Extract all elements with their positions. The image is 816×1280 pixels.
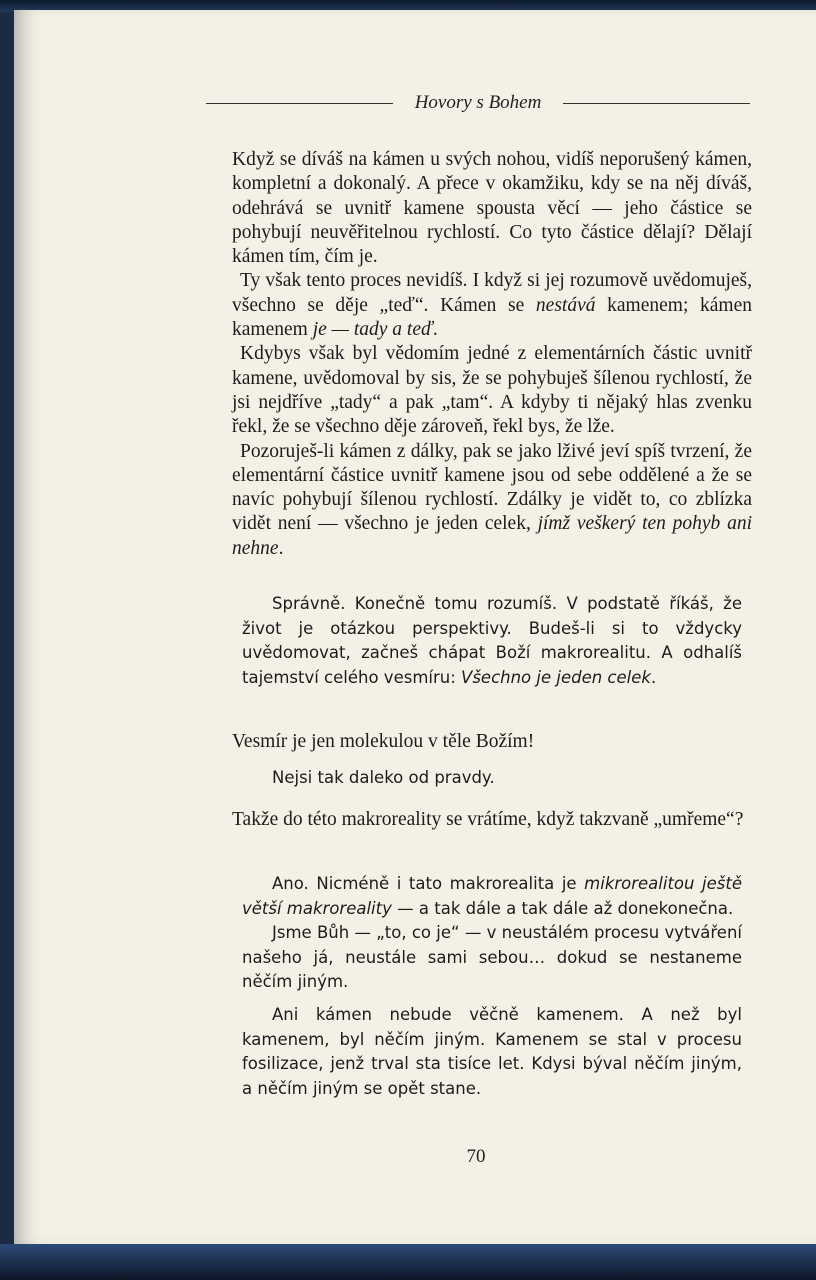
head-rule-left <box>206 103 393 104</box>
p2-text-e: . <box>432 319 438 341</box>
p4-text-a: Pozoruješ-li kámen z dálky, pak se jako lživé jeví spíš tvrzení, že elementární částice uvnitř kamene jsou od sebe oddělené a že se navíc pohybují šílenou rychlostí. Zdálky je vidět to, co zblízka vidět není — všechno je jeden celek, <box>232 440 752 535</box>
p2-italic-d: je — tady a teď <box>312 319 433 341</box>
paragraph-3: Kdybys však byl vědomím jedné z elementárních částic uvnitř kamene, uvědomoval by sis, že se pohybuješ šílenou rychlostí, že jsi nejdříve „tady“ a pak „tam“. A kdyby ti nějaký hlas zvenku řekl, že se všechno děje zároveň, řekl bys, že lže. <box>232 343 752 438</box>
jsme-paragraph: Jsme Bůh — „to, co je“ — v neustálém procesu vytváření našeho já, neustále sami sebou… dokud se nestaneme něčím jiným. <box>242 923 742 992</box>
paragraph-2 <box>232 269 752 342</box>
p4-text-c: . <box>278 537 284 559</box>
answer2-text-a: Ano. Nicméně i tato makrorealita je <box>272 874 585 893</box>
p2-italic-b: nestává <box>535 294 596 316</box>
question-2 <box>232 808 752 832</box>
nejsi-text: Nejsi tak daleko od pravdy. <box>272 768 495 787</box>
vesmir-line <box>232 730 752 754</box>
answer-1-paragraph <box>242 592 742 690</box>
body-text-serif <box>232 148 752 561</box>
god-answer-2 <box>242 872 742 1101</box>
question2-text: Takže do této makroreality se vrátíme, když takzvaně „umřeme“? <box>232 809 744 830</box>
answer1-text-a: Správně. Konečně tomu rozumíš. V podstatě říkáš, že život je otázkou perspektivy. Budeš-li si to vždycky uvědomovat, začneš chápat Boží makrorealitu. A odhalíš tajemství celého vesmíru: <box>242 594 742 687</box>
vesmir-text: Vesmír je jen molekulou v těle Božím! <box>232 731 535 752</box>
running-head-title: Hovory s Bohem <box>414 92 542 113</box>
answer1-text-c: . <box>650 667 657 687</box>
head-rule-right <box>563 103 750 104</box>
god-answer-nejsi <box>242 766 742 791</box>
answer-2-paragraph <box>242 872 742 921</box>
answer1-italic-b: Všechno je jeden celek <box>461 667 651 687</box>
p2-text-c: kamenem; kámen kamenem <box>232 294 752 341</box>
paragraph-1: Když se díváš na kámen u svých nohou, vidíš neporušený kámen, kompletní a dokonalý. A přece v okamžiku, kdy se na něj díváš, odehrává se uvnitř kamene spousta věcí — jeho částice se pohybují neuvěřitelnou rychlostí. Co tyto částice dělají? Dělají kámen tím, čím je. <box>232 149 752 268</box>
page-number: 70 <box>466 1146 486 1167</box>
p2-text-a: Ty však tento proces nevidíš. I když si jej rozumově uvědomuješ, všechno se děje „teď“. Kámen se <box>232 270 752 316</box>
running-head <box>206 90 750 116</box>
p4-italic-b: jímž veškerý ten pohyb ani nehne <box>232 513 752 559</box>
answer2-italic-b: mikrorealitou ještě větší makroreality <box>242 874 742 918</box>
paragraph-4 <box>232 440 752 561</box>
ani-kamen-paragraph: Ani kámen nebude věčně kamenem. A než byl kamenem, byl něčím jiným. Kamenem se stal v procesu fosilizace, jenž trval sta tisíce let. Kdysi býval něčím jiným, a něčím jiným se opět stane. <box>242 1004 742 1098</box>
god-answer-1 <box>242 592 742 690</box>
bottom-edge <box>0 1244 816 1280</box>
answer2-text-c: — a tak dále a tak dále až donekonečna. <box>391 898 734 918</box>
